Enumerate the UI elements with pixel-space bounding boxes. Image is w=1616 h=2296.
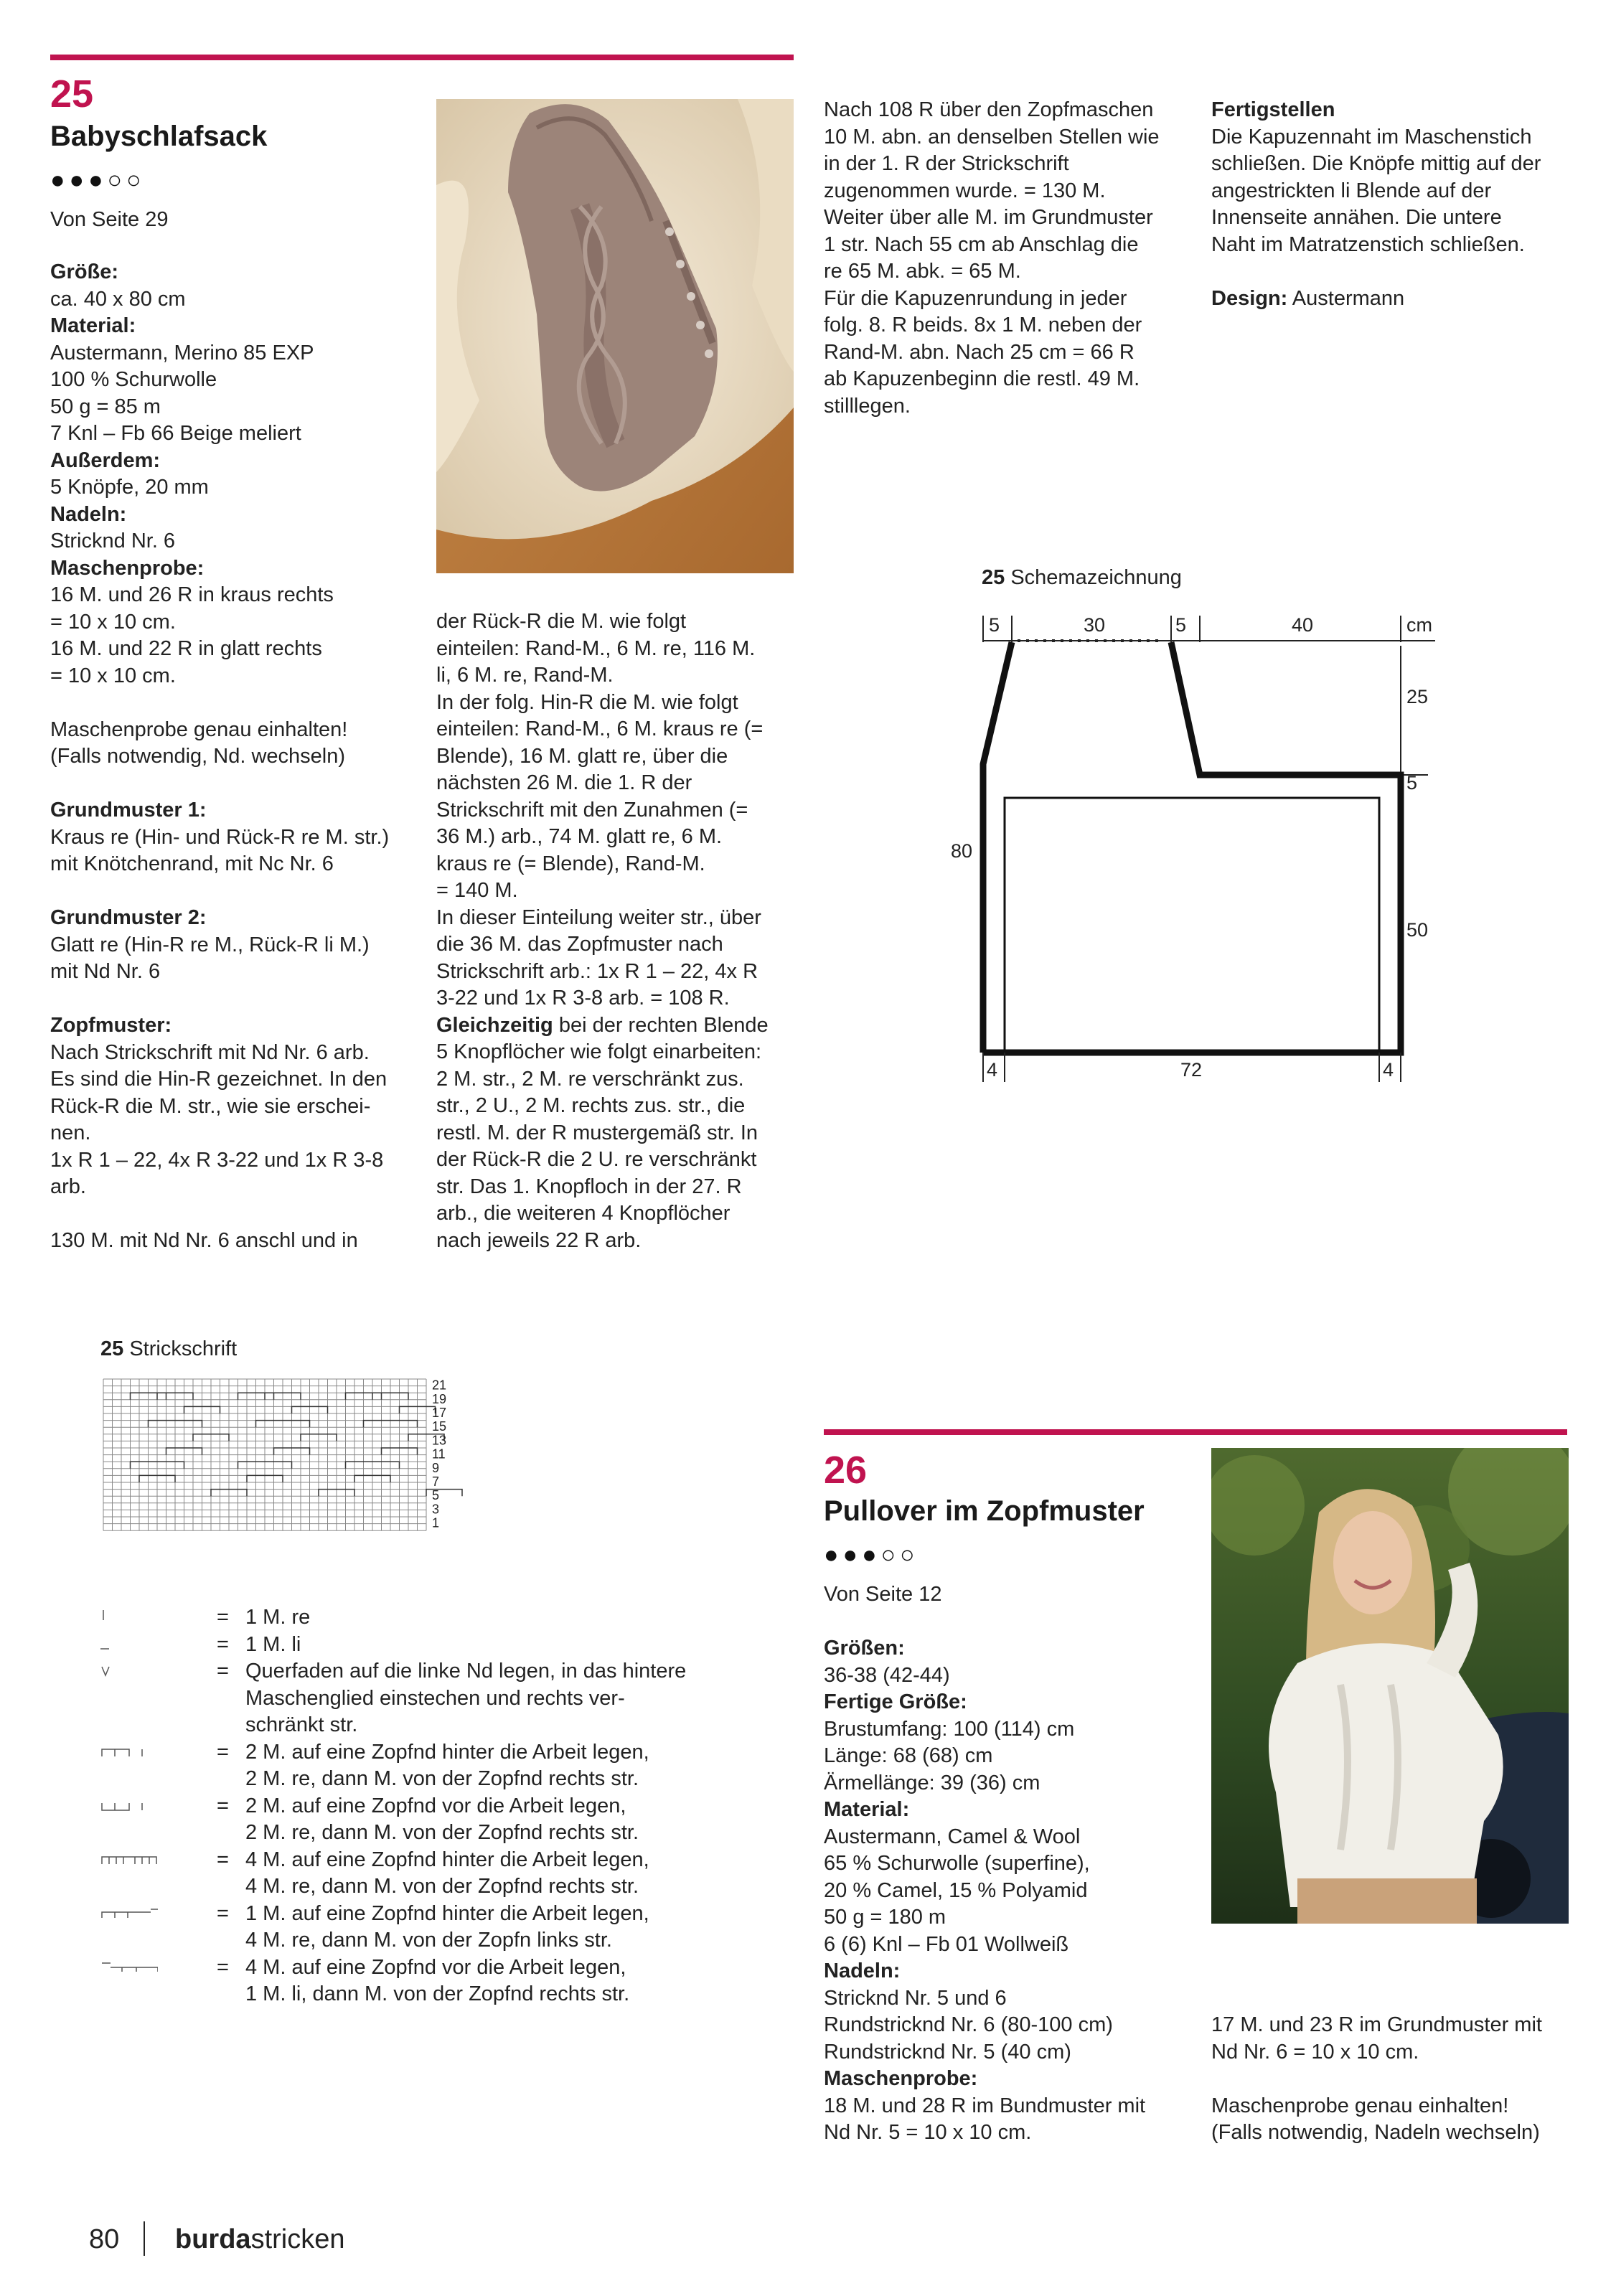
p26-col1-line: Material: xyxy=(824,1798,910,1821)
cable-1-4-back-symbol xyxy=(100,1904,158,1925)
p25-col4-line: Naht im Matratzenstich schließen. xyxy=(1211,232,1525,256)
p26-col1-line: 18 M. und 28 R im Bundmuster mit xyxy=(824,2094,1146,2117)
from-page-25: Von Seite 29 xyxy=(50,208,169,231)
p25-col2-line: str. Das 1. Knopfloch in der 27. R xyxy=(436,1175,742,1198)
p25-col2-line: Gleichzeitig bei der rechten Blende xyxy=(436,1013,769,1037)
chart-row-number: 21 xyxy=(432,1378,447,1393)
footer-brand: burdastricken xyxy=(175,2224,345,2254)
p25-col3-line: re 65 M. abk. = 65 M. xyxy=(824,260,1021,283)
instructions-26-column-2 xyxy=(1211,2012,1584,2147)
dim-bottom-4a: 4 xyxy=(987,1059,998,1081)
chart-row-number: 3 xyxy=(432,1502,440,1517)
p25-col1-line: Nadeln: xyxy=(50,502,127,526)
section-rule-25 xyxy=(50,55,794,60)
p25-col2-line: nach jeweils 22 R arb. xyxy=(436,1228,642,1252)
p25-col1-line: mit Knötchenrand, mit Nc Nr. 6 xyxy=(50,852,334,875)
p26-col1-line: Rundstricknd Nr. 5 (40 cm) xyxy=(824,2040,1071,2064)
p25-col2-line: nächsten 26 M. die 1. R der xyxy=(436,771,692,794)
p25-col1-line xyxy=(50,690,423,717)
chart-row-number: 1 xyxy=(432,1515,440,1530)
p25-col3-line: Rand-M. abn. Nach 25 cm = 66 R xyxy=(824,340,1135,364)
p25-col4-line: Die Kapuzennaht im Maschenstich xyxy=(1211,125,1532,149)
p25-col3-line: ab Kapuzenbeginn die restl. 49 M. xyxy=(824,367,1140,390)
p25-col1-line xyxy=(50,1201,423,1228)
p25-col2-line: 36 M.) arb., 74 M. glatt re, 6 M. xyxy=(436,825,723,848)
pattern-number-25: 25 xyxy=(50,72,94,116)
p25-col1-line: Material: xyxy=(50,314,136,337)
p25-col4-line: Innenseite annähen. Die untere xyxy=(1211,206,1502,229)
p25-col1-line: Austermann, Merino 85 EXP xyxy=(50,341,314,364)
chart-grid xyxy=(103,1379,426,1530)
legend-equals: = xyxy=(217,1740,229,1764)
chart-caption: 25 Strickschrift xyxy=(100,1337,238,1360)
chart-row-number: 7 xyxy=(432,1474,440,1489)
p25-col1-line: nen. xyxy=(50,1121,91,1144)
legend-equals: = xyxy=(217,1955,229,1979)
legend-text: 2 M. auf eine Zopfnd hinter die Arbeit legen, 2 M. re, dann M. von der Zopfnd rechts str. xyxy=(245,1740,649,1790)
babyschlafsack-photo xyxy=(436,99,794,573)
p25-col2-line: Strickschrift mit den Zunahmen (= xyxy=(436,798,748,822)
p25-col1-line: mit Nd Nr. 6 xyxy=(50,960,161,983)
purl-symbol xyxy=(100,1634,158,1656)
chart-row-number: 5 xyxy=(432,1488,440,1503)
p26-col2-line: 17 M. und 23 R im Grundmuster mit xyxy=(1211,2013,1542,2036)
dim-top-5a: 5 xyxy=(989,614,1000,636)
cable-2-front-symbol xyxy=(100,1796,158,1817)
p25-col1-line: 7 Knl – Fb 66 Beige meliert xyxy=(50,422,301,445)
cable-2-back-symbol xyxy=(100,1742,158,1764)
chart-row-number: 19 xyxy=(432,1391,447,1406)
p25-col3-line: zugenommen wurde. = 130 M. xyxy=(824,179,1106,202)
p26-col1-line: Maschenprobe: xyxy=(824,2067,978,2090)
footer-divider xyxy=(144,2221,145,2256)
p26-col1-line: Größen: xyxy=(824,1637,905,1660)
legend-text: 4 M. auf eine Zopfnd hinter die Arbeit legen, 4 M. re, dann M. von der Zopfnd rechts str. xyxy=(245,1848,649,1898)
chart-row-number: 17 xyxy=(432,1406,447,1420)
section-rule-26 xyxy=(824,1429,1567,1435)
p25-col2-line: arb., die weiteren 4 Knopflöcher xyxy=(436,1202,731,1225)
p25-col1-line: Nach Strickschrift mit Nd Nr. 6 arb. xyxy=(50,1040,370,1064)
p26-col1-line: Brustumfang: 100 (114) cm xyxy=(824,1717,1075,1741)
p25-col2-line: 2 M. str., 2 M. re verschränkt zus. xyxy=(436,1067,744,1091)
p25-col3-line: 10 M. abn. an denselben Stellen wie xyxy=(824,125,1160,149)
legend-text: 1 M. auf eine Zopfnd hinter die Arbeit legen, 4 M. re, dann M. von der Zopfn links str. xyxy=(245,1901,649,1952)
chart-row-number: 11 xyxy=(432,1446,446,1462)
legend-text: 1 M. li xyxy=(245,1632,301,1656)
p26-col1-line: Rundstricknd Nr. 6 (80-100 cm) xyxy=(824,2013,1113,2036)
p25-col2-line: li, 6 M. re, Rand-M. xyxy=(436,664,614,687)
dim-top-5b: 5 xyxy=(1175,614,1187,636)
knit-symbol xyxy=(100,1607,158,1629)
p26-col1-line: Fertige Größe: xyxy=(824,1690,967,1713)
p25-col3-line: Nach 108 R über den Zopfmaschen xyxy=(824,98,1154,121)
dim-top-30: 30 xyxy=(1084,614,1106,636)
p25-col2-line: str., 2 U., 2 M. rechts zus. str., die xyxy=(436,1094,746,1117)
difficulty-rating-26: ●●●○○ xyxy=(824,1541,919,1568)
p25-col2-line: kraus re (= Blende), Rand-M. xyxy=(436,852,705,875)
instructions-26-column-1 xyxy=(824,1635,1197,2147)
p26-col2-line: Nd Nr. 6 = 10 x 10 cm. xyxy=(1211,2040,1419,2064)
p26-col1-line: 20 % Camel, 15 % Polyamid xyxy=(824,1878,1088,1902)
p25-col2-line: die 36 M. das Zopfmuster nach xyxy=(436,933,723,956)
p25-col2-line: 5 Knopflöcher wie folgt einarbeiten: xyxy=(436,1040,762,1063)
schema-caption: 25 Schemazeichnung xyxy=(982,566,1182,589)
legend-text: 4 M. auf eine Zopfnd vor die Arbeit legen, 1 M. li, dann M. von der Zopfnd rechts str. xyxy=(245,1955,630,2005)
p25-col4-line: Design: Austermann xyxy=(1211,286,1405,310)
p25-col1-line: 5 Knöpfe, 20 mm xyxy=(50,476,209,499)
p25-col1-line: 100 % Schurwolle xyxy=(50,368,217,391)
dim-bottom-72: 72 xyxy=(1180,1059,1203,1081)
p26-col1-line: 36-38 (42-44) xyxy=(824,1663,950,1687)
p25-col3-line: folg. 8. R beids. 8x 1 M. neben der xyxy=(824,314,1142,337)
difficulty-rating-25: ●●●○○ xyxy=(50,166,146,194)
chart-row-number: 9 xyxy=(432,1460,440,1475)
p25-col1-line: Außerdem: xyxy=(50,448,161,472)
p25-col1-line: 50 g = 85 m xyxy=(50,395,161,418)
p26-col1-line: Länge: 68 (68) cm xyxy=(824,1744,993,1767)
p25-col1-line: ca. 40 x 80 cm xyxy=(50,287,186,311)
p25-col3-line: Für die Kapuzenrundung in jeder xyxy=(824,286,1127,310)
p26-col1-line: Nd Nr. 5 = 10 x 10 cm. xyxy=(824,2121,1032,2144)
p25-col1-line: Es sind die Hin-R gezeichnet. In den xyxy=(50,1068,387,1091)
p25-col1-line xyxy=(50,771,423,798)
p25-col2-line: restl. M. der R mustergemäß str. In xyxy=(436,1121,758,1144)
instructions-column-3 xyxy=(824,97,1197,420)
p25-col2-line: In dieser Einteilung weiter str., über xyxy=(436,905,761,929)
p25-col2-line: der Rück-R die M. wie folgt xyxy=(436,610,687,633)
chart-row-number: 15 xyxy=(432,1419,447,1434)
dim-right-50: 50 xyxy=(1406,919,1429,941)
chart-row-number: 13 xyxy=(432,1433,447,1448)
p25-col2-line: = 140 M. xyxy=(436,879,518,902)
pattern-title-25: Babyschlafsack xyxy=(50,121,268,152)
instructions-column-4 xyxy=(1211,97,1584,312)
from-page-26: Von Seite 12 xyxy=(824,1583,942,1606)
p26-col1-line: 50 g = 180 m xyxy=(824,1906,946,1929)
legend-text: 2 M. auf eine Zopfnd vor die Arbeit legen, 2 M. re, dann M. von der Zopfnd rechts str. xyxy=(245,1794,639,1844)
p25-col1-line: = 10 x 10 cm. xyxy=(50,610,176,634)
p25-col1-line: Größe: xyxy=(50,260,119,283)
p25-col1-line: 16 M. und 22 R in glatt rechts xyxy=(50,637,322,660)
legend-equals: = xyxy=(217,1606,229,1629)
p25-col2-line: einteilen: Rand-M., 6 M. kraus re (= xyxy=(436,718,764,740)
increase-symbol xyxy=(100,1661,158,1683)
pattern-title-26: Pullover im Zopfmuster xyxy=(824,1495,1145,1527)
dim-right-25: 25 xyxy=(1406,686,1429,707)
p26-col1-line: Austermann, Camel & Wool xyxy=(824,1825,1081,1848)
p25-col3-line: in der 1. R der Strickschrift xyxy=(824,152,1069,175)
p25-col4-line: Fertigstellen xyxy=(1211,98,1335,121)
page-number: 80 xyxy=(89,2224,120,2254)
p25-col1-line: Grundmuster 2: xyxy=(50,906,207,929)
p25-col2-line: einteilen: Rand-M., 6 M. re, 116 M. xyxy=(436,636,756,660)
p25-col4-line xyxy=(1211,258,1584,286)
p25-col2-line: der Rück-R die 2 U. re verschränkt xyxy=(436,1148,757,1171)
dim-bottom-4b: 4 xyxy=(1383,1059,1394,1081)
dim-unit: cm xyxy=(1406,614,1432,636)
pattern-number-26: 26 xyxy=(824,1449,868,1492)
legend-equals: = xyxy=(217,1794,229,1817)
p25-col1-line: 1x R 1 – 22, 4x R 3-22 und 1x R 3-8 xyxy=(50,1148,384,1172)
p25-col1-line: = 10 x 10 cm. xyxy=(50,664,176,687)
pullover-photo xyxy=(1211,1448,1569,1924)
p25-col1-line: Zopfmuster: xyxy=(50,1014,172,1037)
legend-equals: = xyxy=(217,1901,229,1925)
instructions-column-1 xyxy=(50,259,423,1255)
dim-right-5: 5 xyxy=(1406,772,1418,794)
legend-equals: = xyxy=(217,1848,229,1871)
p26-col2-line: Maschenprobe genau einhalten! xyxy=(1211,2094,1509,2117)
p25-col3-line: Weiter über alle M. im Grundmuster xyxy=(824,206,1153,229)
p26-col1-line: Ärmellänge: 39 (36) cm xyxy=(824,1771,1040,1794)
p25-col1-line: 130 M. mit Nd Nr. 6 anschl und in xyxy=(50,1229,358,1252)
legend-equals: = xyxy=(217,1632,229,1656)
p25-col1-line: (Falls notwendig, Nd. wechseln) xyxy=(50,745,346,768)
cable-4-1-front-symbol xyxy=(100,1957,158,1979)
p26-col2-line xyxy=(1211,2066,1584,2093)
dim-top-40: 40 xyxy=(1292,614,1314,636)
p25-col2-line: 3-22 und 1x R 3-8 arb. = 108 R. xyxy=(436,987,730,1010)
p25-col4-line: schließen. Die Knöpfe mittig auf der xyxy=(1211,152,1541,175)
p25-col2-line: Blende), 16 M. glatt re, über die xyxy=(436,744,728,768)
legend-text: Querfaden auf die linke Nd legen, in das hintere Maschenglied einstechen und rechts ver- schränkt str. xyxy=(245,1660,687,1736)
p25-col2-line: Strickschrift arb.: 1x R 1 – 22, 4x R xyxy=(436,959,758,983)
p25-col1-line: Grundmuster 1: xyxy=(50,799,207,822)
p25-col3-line: stilllegen. xyxy=(824,394,911,418)
p25-col2-line: In der folg. Hin-R die M. wie folgt xyxy=(436,690,738,714)
p25-col1-line: Maschenprobe: xyxy=(50,556,205,580)
p25-col1-line: arb. xyxy=(50,1175,86,1198)
p25-col1-line: Glatt re (Hin-R re M., Rück-R li M.) xyxy=(50,933,370,956)
schema-drawing xyxy=(933,603,1450,1091)
p25-col1-line xyxy=(50,878,423,905)
p25-col1-line: Kraus re (Hin- und Rück-R re M. str.) xyxy=(50,825,390,849)
knitting-chart xyxy=(100,1373,660,1538)
p25-col1-line: Rück-R die M. str., wie sie erschei- xyxy=(50,1094,371,1118)
p25-col1-line xyxy=(50,986,423,1013)
p26-col1-line: 65 % Schurwolle (superfine), xyxy=(824,1852,1090,1875)
legend-equals: = xyxy=(217,1660,229,1683)
p25-col1-line: 16 M. und 26 R in kraus rechts xyxy=(50,583,334,606)
p26-col1-line: 6 (6) Knl – Fb 01 Wollweiß xyxy=(824,1932,1069,1956)
p26-col1-line: Nadeln: xyxy=(824,1959,901,1982)
p25-col1-line: Stricknd Nr. 6 xyxy=(50,530,176,552)
p25-col4-line: angestrickten li Blende auf der xyxy=(1211,179,1492,202)
cable-4-back-symbol xyxy=(100,1850,158,1871)
p25-col1-line: Maschenprobe genau einhalten! xyxy=(50,718,348,741)
p25-col3-line: 1 str. Nach 55 cm ab Anschlag die xyxy=(824,232,1139,256)
legend-text: 1 M. re xyxy=(245,1606,311,1629)
p26-col1-line: Stricknd Nr. 5 und 6 xyxy=(824,1986,1007,2010)
p26-col2-line: (Falls notwendig, Nadeln wechseln) xyxy=(1211,2121,1540,2144)
instructions-column-2 xyxy=(436,608,795,1254)
dim-left-80: 80 xyxy=(951,840,973,862)
